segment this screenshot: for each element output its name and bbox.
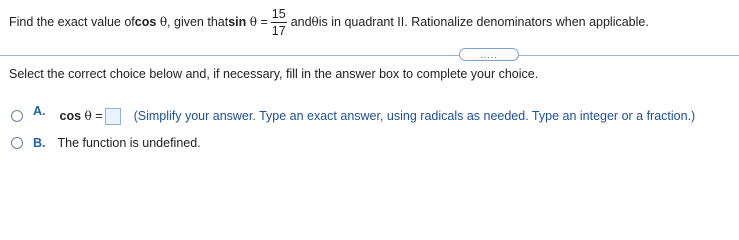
fraction: [271, 7, 287, 38]
equals-sign: =: [260, 15, 268, 29]
question-text: [9, 4, 649, 40]
fraction-denominator: 17: [271, 23, 286, 38]
fraction-numerator: 15: [271, 6, 286, 21]
choice-letter: B.: [33, 136, 46, 150]
instruction-text: Select the correct choice below and, if necessary, fill in the answer box to complete your choice.: [9, 67, 539, 81]
section-divider: [0, 55, 739, 56]
answer-input[interactable]: [105, 108, 121, 125]
choice-a: [11, 106, 695, 126]
choice-text: The function is undefined.: [57, 136, 201, 150]
cos-label: cos: [134, 15, 157, 29]
more-dots-icon: .....: [480, 49, 498, 60]
radio-empty-icon[interactable]: [11, 137, 23, 149]
radio-empty-icon[interactable]: [11, 110, 23, 122]
sin-label: sin: [228, 15, 247, 29]
fraction-bar: [271, 22, 287, 23]
question-and: and: [290, 15, 312, 29]
theta-symbol: θ: [311, 15, 319, 29]
question-suffix: is in quadrant II. Rationalize denominators when applicable.: [318, 15, 649, 29]
equals-sign: =: [95, 109, 103, 123]
cos-label: cos: [59, 109, 82, 123]
more-options-button[interactable]: [459, 48, 519, 61]
choice-b: [11, 134, 201, 152]
theta-symbol: θ: [84, 109, 92, 123]
answer-hint: (Simplify your answer. Type an exact answer, using radicals as needed. Type an integer or a fraction.): [133, 109, 696, 123]
theta-symbol: θ: [249, 15, 257, 29]
question-middle: , given that: [167, 15, 229, 29]
choice-letter: A.: [33, 104, 46, 118]
question-prefix: Find the exact value of: [9, 15, 135, 29]
theta-symbol: θ: [159, 15, 168, 29]
